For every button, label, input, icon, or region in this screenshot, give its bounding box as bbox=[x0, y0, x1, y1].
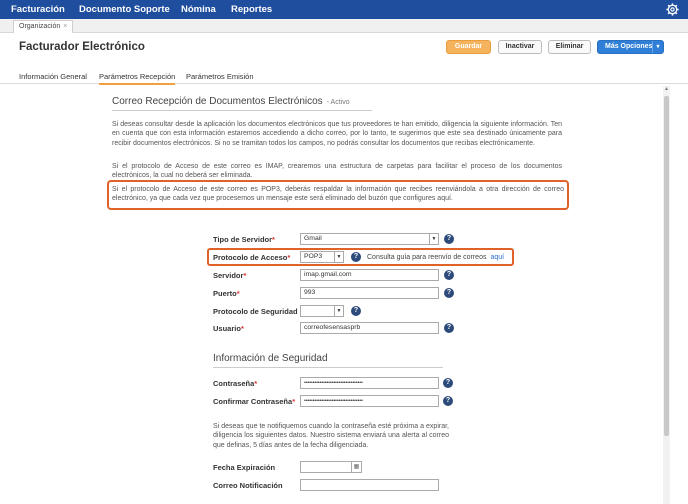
required-mark: * bbox=[292, 397, 296, 406]
confirm-password-label-text: Confirmar Contraseña bbox=[213, 397, 293, 406]
nav-reportes[interactable]: Reportes bbox=[231, 4, 273, 15]
help-icon[interactable]: ? bbox=[351, 306, 361, 316]
help-icon[interactable]: ? bbox=[443, 378, 453, 388]
user-label bbox=[213, 324, 244, 333]
confirm-password-label bbox=[213, 397, 295, 406]
required-mark: * bbox=[243, 271, 247, 280]
server-type-value: Gmail bbox=[304, 235, 322, 242]
protocol-value: POP3 bbox=[304, 253, 323, 260]
calendar-icon[interactable]: ▦ bbox=[351, 462, 361, 472]
chevron-down-icon[interactable]: ▼ bbox=[334, 306, 343, 316]
chevron-down-icon[interactable]: ▼ bbox=[429, 234, 438, 244]
page-title: Facturador Electrónico bbox=[19, 41, 145, 53]
guide-text-label: Consulta guía para reenvío de correos bbox=[367, 254, 487, 261]
port-input[interactable]: 993 bbox=[300, 287, 439, 299]
tab-informacion-general[interactable]: Información General bbox=[19, 72, 87, 81]
server-label-text: Servidor bbox=[213, 271, 244, 280]
server-type-label-text: Tipo de Servidor bbox=[213, 235, 273, 244]
tab-parametros-recepcion[interactable]: Parámetros Recepción bbox=[99, 72, 175, 85]
server-label bbox=[213, 271, 246, 280]
section-title bbox=[112, 96, 350, 107]
server-type-label bbox=[213, 235, 275, 244]
expiry-date-label: Fecha Expiración bbox=[213, 463, 276, 472]
user-input[interactable]: correofesensasprb bbox=[300, 322, 439, 334]
pop3-paragraph: Si el protocolo de Acceso de este correo es POP3, deberás respaldar la información que recibes reenviándola a otra dirección de correo electrónico, ya que cada vez que procesemos un mensaje este será eliminado del buzón que configures aquí. bbox=[112, 186, 564, 203]
imap-paragraph: Si el protocolo de Acceso de este correo es IMAP, crearemos una estructura de carpetas para facilitar el proceso de los documentos electrónicos, la cual no deberá ser eliminada. bbox=[112, 163, 562, 180]
protocol-label bbox=[213, 253, 290, 262]
inactivate-button[interactable]: Inactivar bbox=[498, 40, 542, 54]
nav-documento-soporte[interactable]: Documento Soporte bbox=[79, 4, 170, 15]
more-options-button[interactable] bbox=[597, 40, 664, 54]
port-label bbox=[213, 289, 240, 298]
help-icon[interactable]: ? bbox=[443, 396, 453, 406]
tab-organizacion-label: Organización bbox=[19, 23, 61, 30]
help-icon[interactable]: ? bbox=[351, 252, 361, 262]
tab-organizacion[interactable] bbox=[13, 20, 73, 33]
help-icon[interactable]: ? bbox=[444, 288, 454, 298]
nav-facturacion[interactable]: Facturación bbox=[11, 4, 65, 15]
notification-email-label: Correo Notificación bbox=[213, 481, 283, 490]
user-label-text: Usuario bbox=[213, 324, 241, 333]
tab-parametros-emision[interactable]: Parámetros Emisión bbox=[186, 72, 254, 81]
security-protocol-label: Protocolo de Seguridad bbox=[213, 307, 298, 316]
document-tabstrip bbox=[0, 19, 688, 33]
section-title-text: Correo Recepción de Documentos Electrónicos bbox=[112, 96, 323, 107]
server-input[interactable]: imap.gmail.com bbox=[300, 269, 439, 281]
server-type-select[interactable] bbox=[300, 233, 439, 245]
expiry-notice: Si deseas que te notifiquemos cuando la contraseña esté próxima a expirar, diligencia los siguientes datos. Nuestro sistema enviará una alerta al correo que definas, 5 días antes de la fecha diligenciada. bbox=[213, 423, 449, 449]
close-icon[interactable]: × bbox=[63, 23, 68, 30]
required-mark: * bbox=[240, 324, 244, 333]
required-mark: * bbox=[272, 235, 275, 244]
protocol-label-text: Protocolo de Acceso bbox=[213, 253, 288, 262]
notification-email-input[interactable] bbox=[300, 479, 439, 491]
security-section-title: Información de Seguridad bbox=[213, 353, 328, 364]
guide-link[interactable]: aquí bbox=[490, 254, 505, 261]
guide-text bbox=[367, 254, 504, 261]
password-label-text: Contraseña bbox=[213, 379, 255, 388]
password-label bbox=[213, 379, 257, 388]
help-icon[interactable]: ? bbox=[444, 270, 454, 280]
password-input[interactable]: •••••••••••••••••••••••••••••••••• bbox=[300, 377, 439, 389]
help-icon[interactable]: ? bbox=[444, 323, 454, 333]
save-button[interactable]: Guardar bbox=[446, 40, 491, 54]
delete-button[interactable]: Eliminar bbox=[548, 40, 591, 54]
security-protocol-select[interactable] bbox=[300, 305, 344, 317]
nav-nomina[interactable]: Nómina bbox=[181, 4, 216, 15]
security-section-divider bbox=[213, 367, 443, 368]
confirm-password-input[interactable]: •••••••••••••••••••••••••••••••••• bbox=[300, 395, 439, 407]
gear-icon[interactable] bbox=[666, 3, 679, 16]
expiry-date-input[interactable] bbox=[300, 461, 362, 473]
scroll-up-icon[interactable]: ▲ bbox=[664, 86, 669, 92]
required-mark: * bbox=[254, 379, 258, 388]
required-mark: * bbox=[236, 289, 240, 298]
protocol-select[interactable] bbox=[300, 251, 344, 263]
chevron-down-icon[interactable]: ▼ bbox=[334, 252, 343, 262]
scrollbar-thumb[interactable] bbox=[664, 96, 669, 436]
intro-paragraph: Si deseas consultar desde la aplicación los documentos electrónicos que tus proveedores te han emitido, diligencia la siguiente información. Ten en cuenta que con esta información estaremos accediendo a dicho correo, por lo tanto, te sugerimos que este sea destinado únicamente para recibir documentos electrónicos. Si no se tramitan todos los campos, no podrás consultar los documentos que recibas electrónicamente. bbox=[112, 121, 562, 147]
top-navbar bbox=[0, 0, 688, 19]
required-mark: * bbox=[287, 253, 291, 262]
help-icon[interactable]: ? bbox=[444, 234, 454, 244]
section-divider bbox=[112, 110, 372, 111]
status-label: - Activo bbox=[326, 99, 350, 106]
settings-tabs bbox=[0, 70, 688, 84]
port-label-text: Puerto bbox=[213, 289, 237, 298]
chevron-down-icon[interactable]: ▾ bbox=[652, 41, 663, 53]
more-options-label: Más Opciones bbox=[605, 43, 653, 50]
